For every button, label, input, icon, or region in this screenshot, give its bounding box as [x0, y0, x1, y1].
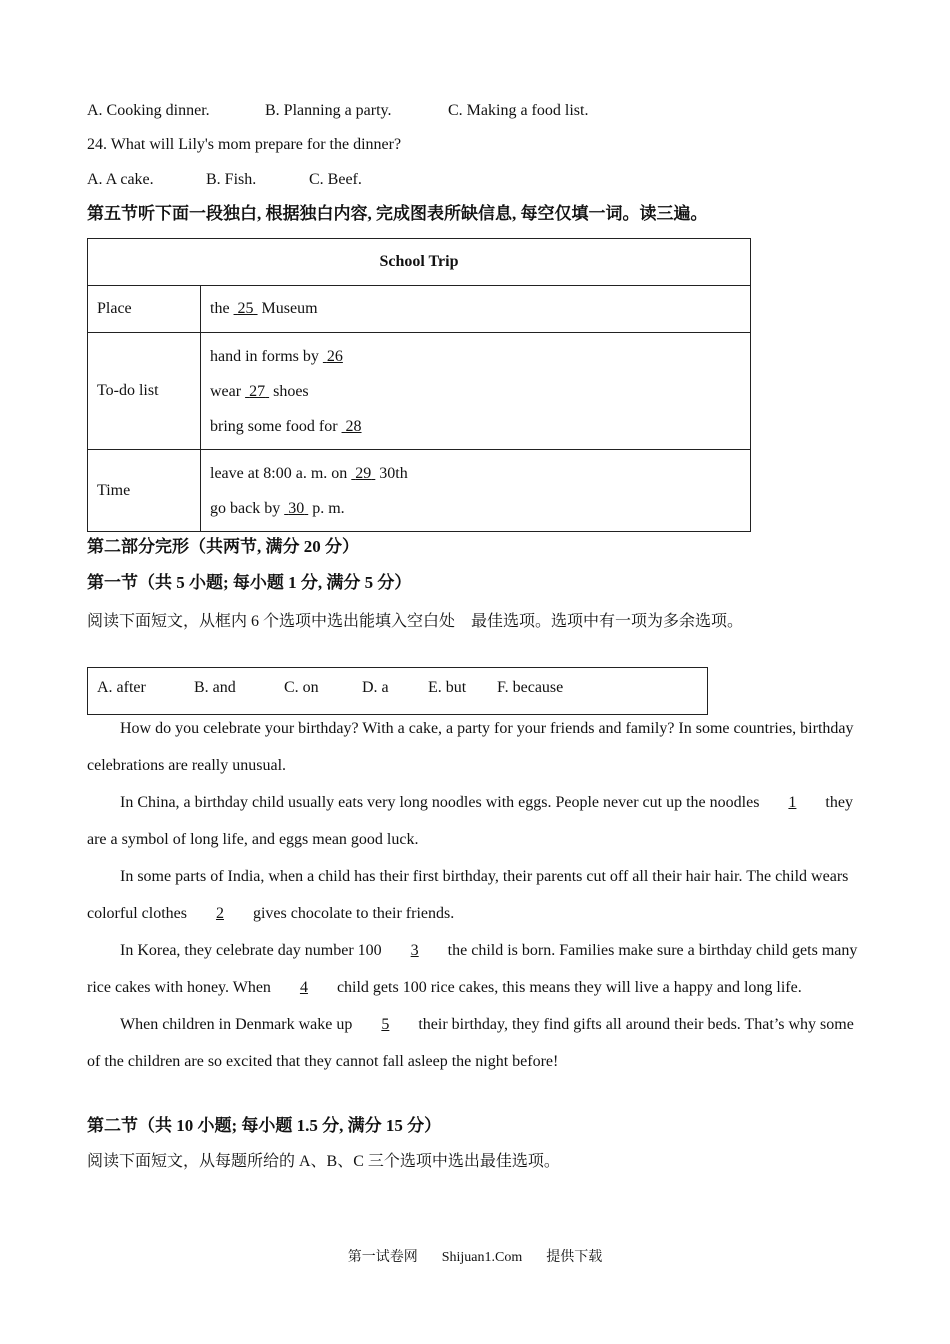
blank-26: 26 — [326, 347, 343, 365]
todo-item-2: wear 27 shoes — [210, 382, 309, 400]
time-label: Time — [88, 450, 201, 532]
passage-paragraph-4: In Korea, they celebrate day number 100 3 the child is born. Families make sure a birthday child gets many rice cakes with honey. When 4 child gets 100 rice cakes, this means they will live a happy and long life. — [87, 932, 862, 1006]
q23-options — [87, 101, 588, 121]
q24-option-c: C. Beef. — [309, 171, 362, 188]
cloze-passage — [87, 710, 862, 1080]
q24-option-a: A. A cake. — [87, 171, 154, 188]
table-title: School Trip — [88, 239, 751, 286]
footer-site-url: Shijuan1.Com — [441, 1250, 523, 1265]
cloze-blank-4[interactable]: 4 — [299, 979, 308, 996]
table-row-time — [88, 450, 751, 532]
todo-label: To-do list — [88, 333, 201, 450]
option-f: F. because — [497, 679, 564, 696]
option-a: A. after — [97, 679, 146, 696]
place-cell — [201, 286, 751, 333]
option-e: E. but — [428, 679, 467, 696]
blank-30: 30 — [288, 499, 305, 517]
section5-title: 第五节听下面一段独白, 根据独白内容, 完成图表所缺信息, 每空仅填一词。读三遍。 — [87, 204, 708, 223]
blank-28: 28 — [345, 417, 362, 435]
page-footer — [0, 1246, 950, 1266]
table-row-todo — [88, 333, 751, 450]
part2-section1-title: 第一节（共 5 小题; 每小题 1 分, 满分 5 分） — [87, 573, 412, 592]
q23-option-a: A. Cooking dinner. — [87, 102, 210, 119]
footer-download-text: 提供下载 — [546, 1250, 603, 1265]
place-pre: the — [210, 300, 230, 317]
cloze-blank-5[interactable]: 5 — [381, 1016, 390, 1033]
time-cell — [201, 450, 751, 532]
blank-25: 25 — [237, 300, 254, 317]
part2-section2-instructions: 阅读下面短文，从每题所给的 A、B、C 三个选项中选出最佳选项。 — [87, 1153, 560, 1170]
cloze-blank-2[interactable]: 2 — [215, 905, 224, 922]
passage-paragraph-5: When children in Denmark wake up 5 their birthday, they find gifts all around their beds. That’s why some of the children are so excited that they cannot fall asleep the night before! — [87, 1006, 862, 1080]
place-post: Museum — [261, 300, 318, 317]
q23-option-c: C. Making a food list. — [448, 102, 589, 119]
q24-question: 24. What will Lily's mom prepare for the dinner? — [87, 136, 402, 153]
blank-29: 29 — [355, 464, 372, 482]
q24-options — [87, 170, 362, 190]
footer-site-name: 第一试卷网 — [347, 1250, 418, 1265]
passage-paragraph-3: In some parts of India, when a child has their first birthday, their parents cut off all their hair hair. The child wears colorful clothes 2 gives chocolate to their friends. — [87, 858, 862, 932]
part2-section1-instructions: 阅读下面短文，从框内 6 个选项中选出能填入空白处 最佳选项。选项中有一项为多余选项。 — [87, 613, 744, 630]
table-row-place — [88, 286, 751, 333]
school-trip-table — [87, 238, 751, 532]
place-label: Place — [88, 286, 201, 333]
q24-option-b: B. Fish. — [206, 171, 257, 188]
passage-paragraph-2: In China, a birthday child usually eats very long noodles with eggs. People never cut up the noodles 1 they are a symbol of long life, and eggs mean good luck. — [87, 784, 862, 858]
time-item-2: go back by 30 p. m. — [210, 499, 345, 517]
todo-item-1: hand in forms by 26 — [210, 347, 343, 365]
time-item-1: leave at 8:00 a. m. on 29 30th — [210, 464, 408, 482]
todo-cell — [201, 333, 751, 450]
part2-title: 第二部分完形（共两节, 满分 20 分） — [87, 537, 359, 556]
passage-paragraph-1: How do you celebrate your birthday? With a cake, a party for your friends and family? In some countries, birthday celebrations are really unusual. — [87, 720, 854, 774]
option-box — [87, 667, 708, 715]
option-c: C. on — [284, 679, 319, 696]
q23-option-b: B. Planning a party. — [265, 102, 392, 119]
cloze-blank-3[interactable]: 3 — [410, 942, 419, 959]
option-d: D. a — [362, 679, 389, 696]
part2-section2-title: 第二节（共 10 小题; 每小题 1.5 分, 满分 15 分） — [87, 1116, 442, 1135]
cloze-blank-1[interactable]: 1 — [788, 794, 797, 811]
option-b: B. and — [194, 679, 236, 696]
todo-item-3: bring some food for 28 — [210, 417, 362, 435]
blank-27: 27 — [249, 382, 266, 400]
